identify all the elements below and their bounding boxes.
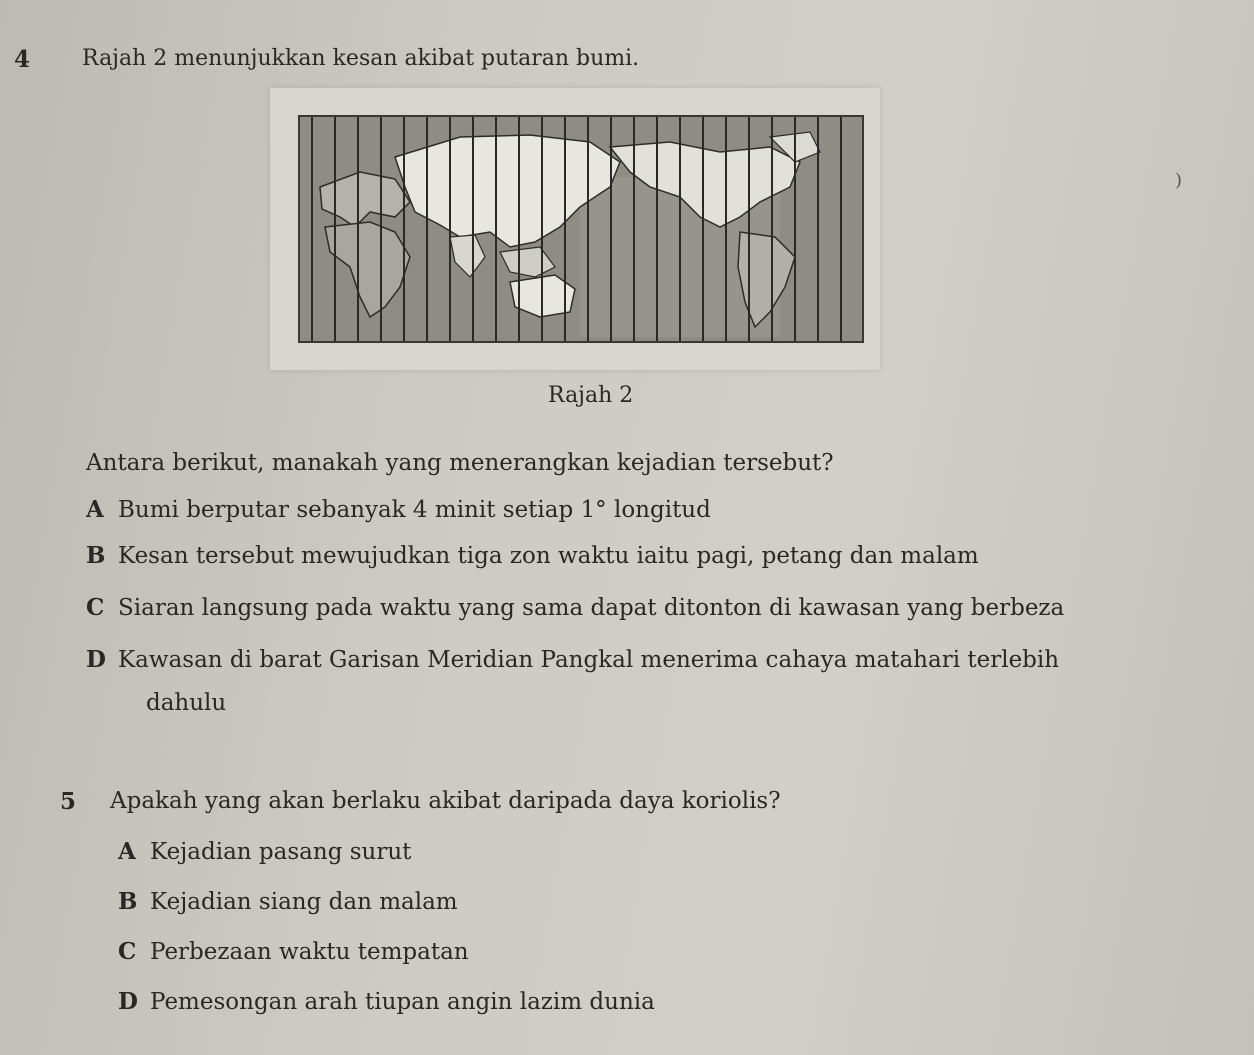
- world-time-zone-map: [298, 115, 864, 343]
- question-5-option-c[interactable]: [118, 938, 469, 965]
- question-4-option-b[interactable]: [86, 542, 979, 569]
- question-4-option-d[interactable]: [86, 646, 1059, 673]
- question-4-option-a[interactable]: [86, 496, 711, 523]
- option-letter: A: [86, 496, 104, 523]
- question-5-number: 5: [60, 788, 77, 815]
- option-text: Kejadian siang dan malam: [150, 889, 458, 915]
- question-5-option-a[interactable]: [118, 838, 411, 865]
- option-letter: D: [86, 646, 106, 673]
- question-4-number: 4: [14, 46, 31, 73]
- option-text: Perbezaan waktu tempatan: [150, 939, 469, 965]
- option-letter: C: [86, 594, 105, 621]
- option-letter: B: [118, 888, 138, 915]
- option-letter: B: [86, 542, 106, 569]
- pen-mark: ): [1175, 170, 1183, 191]
- question-4-stem: Rajah 2 menunjukkan kesan akibat putaran bumi.: [82, 46, 640, 71]
- question-4-option-c[interactable]: [86, 594, 1064, 621]
- option-text: Kejadian pasang surut: [150, 839, 412, 865]
- question-4-option-d-continued: dahulu: [146, 690, 227, 716]
- figure-caption: Rajah 2: [548, 383, 634, 408]
- option-letter: D: [118, 988, 138, 1015]
- question-5-stem: Apakah yang akan berlaku akibat daripada daya koriolis?: [110, 788, 781, 814]
- option-text: Kesan tersebut mewujudkan tiga zon waktu iaitu pagi, petang dan malam: [118, 543, 979, 569]
- option-text: Kawasan di barat Garisan Meridian Pangkal menerima cahaya matahari terlebih: [118, 647, 1060, 673]
- question-5-option-d[interactable]: [118, 988, 655, 1015]
- option-text: Pemesongan arah tiupan angin lazim dunia: [150, 989, 655, 1015]
- question-4-prompt: Antara berikut, manakah yang menerangkan kejadian tersebut?: [86, 450, 834, 476]
- world-map-graphic: [300, 117, 862, 341]
- option-text: Bumi berputar sebanyak 4 minit setiap 1° longitud: [118, 497, 711, 523]
- option-text: Siaran langsung pada waktu yang sama dapat ditonton di kawasan yang berbeza: [118, 595, 1065, 621]
- question-5-option-b[interactable]: [118, 888, 458, 915]
- option-letter: A: [118, 838, 136, 865]
- option-letter: C: [118, 938, 137, 965]
